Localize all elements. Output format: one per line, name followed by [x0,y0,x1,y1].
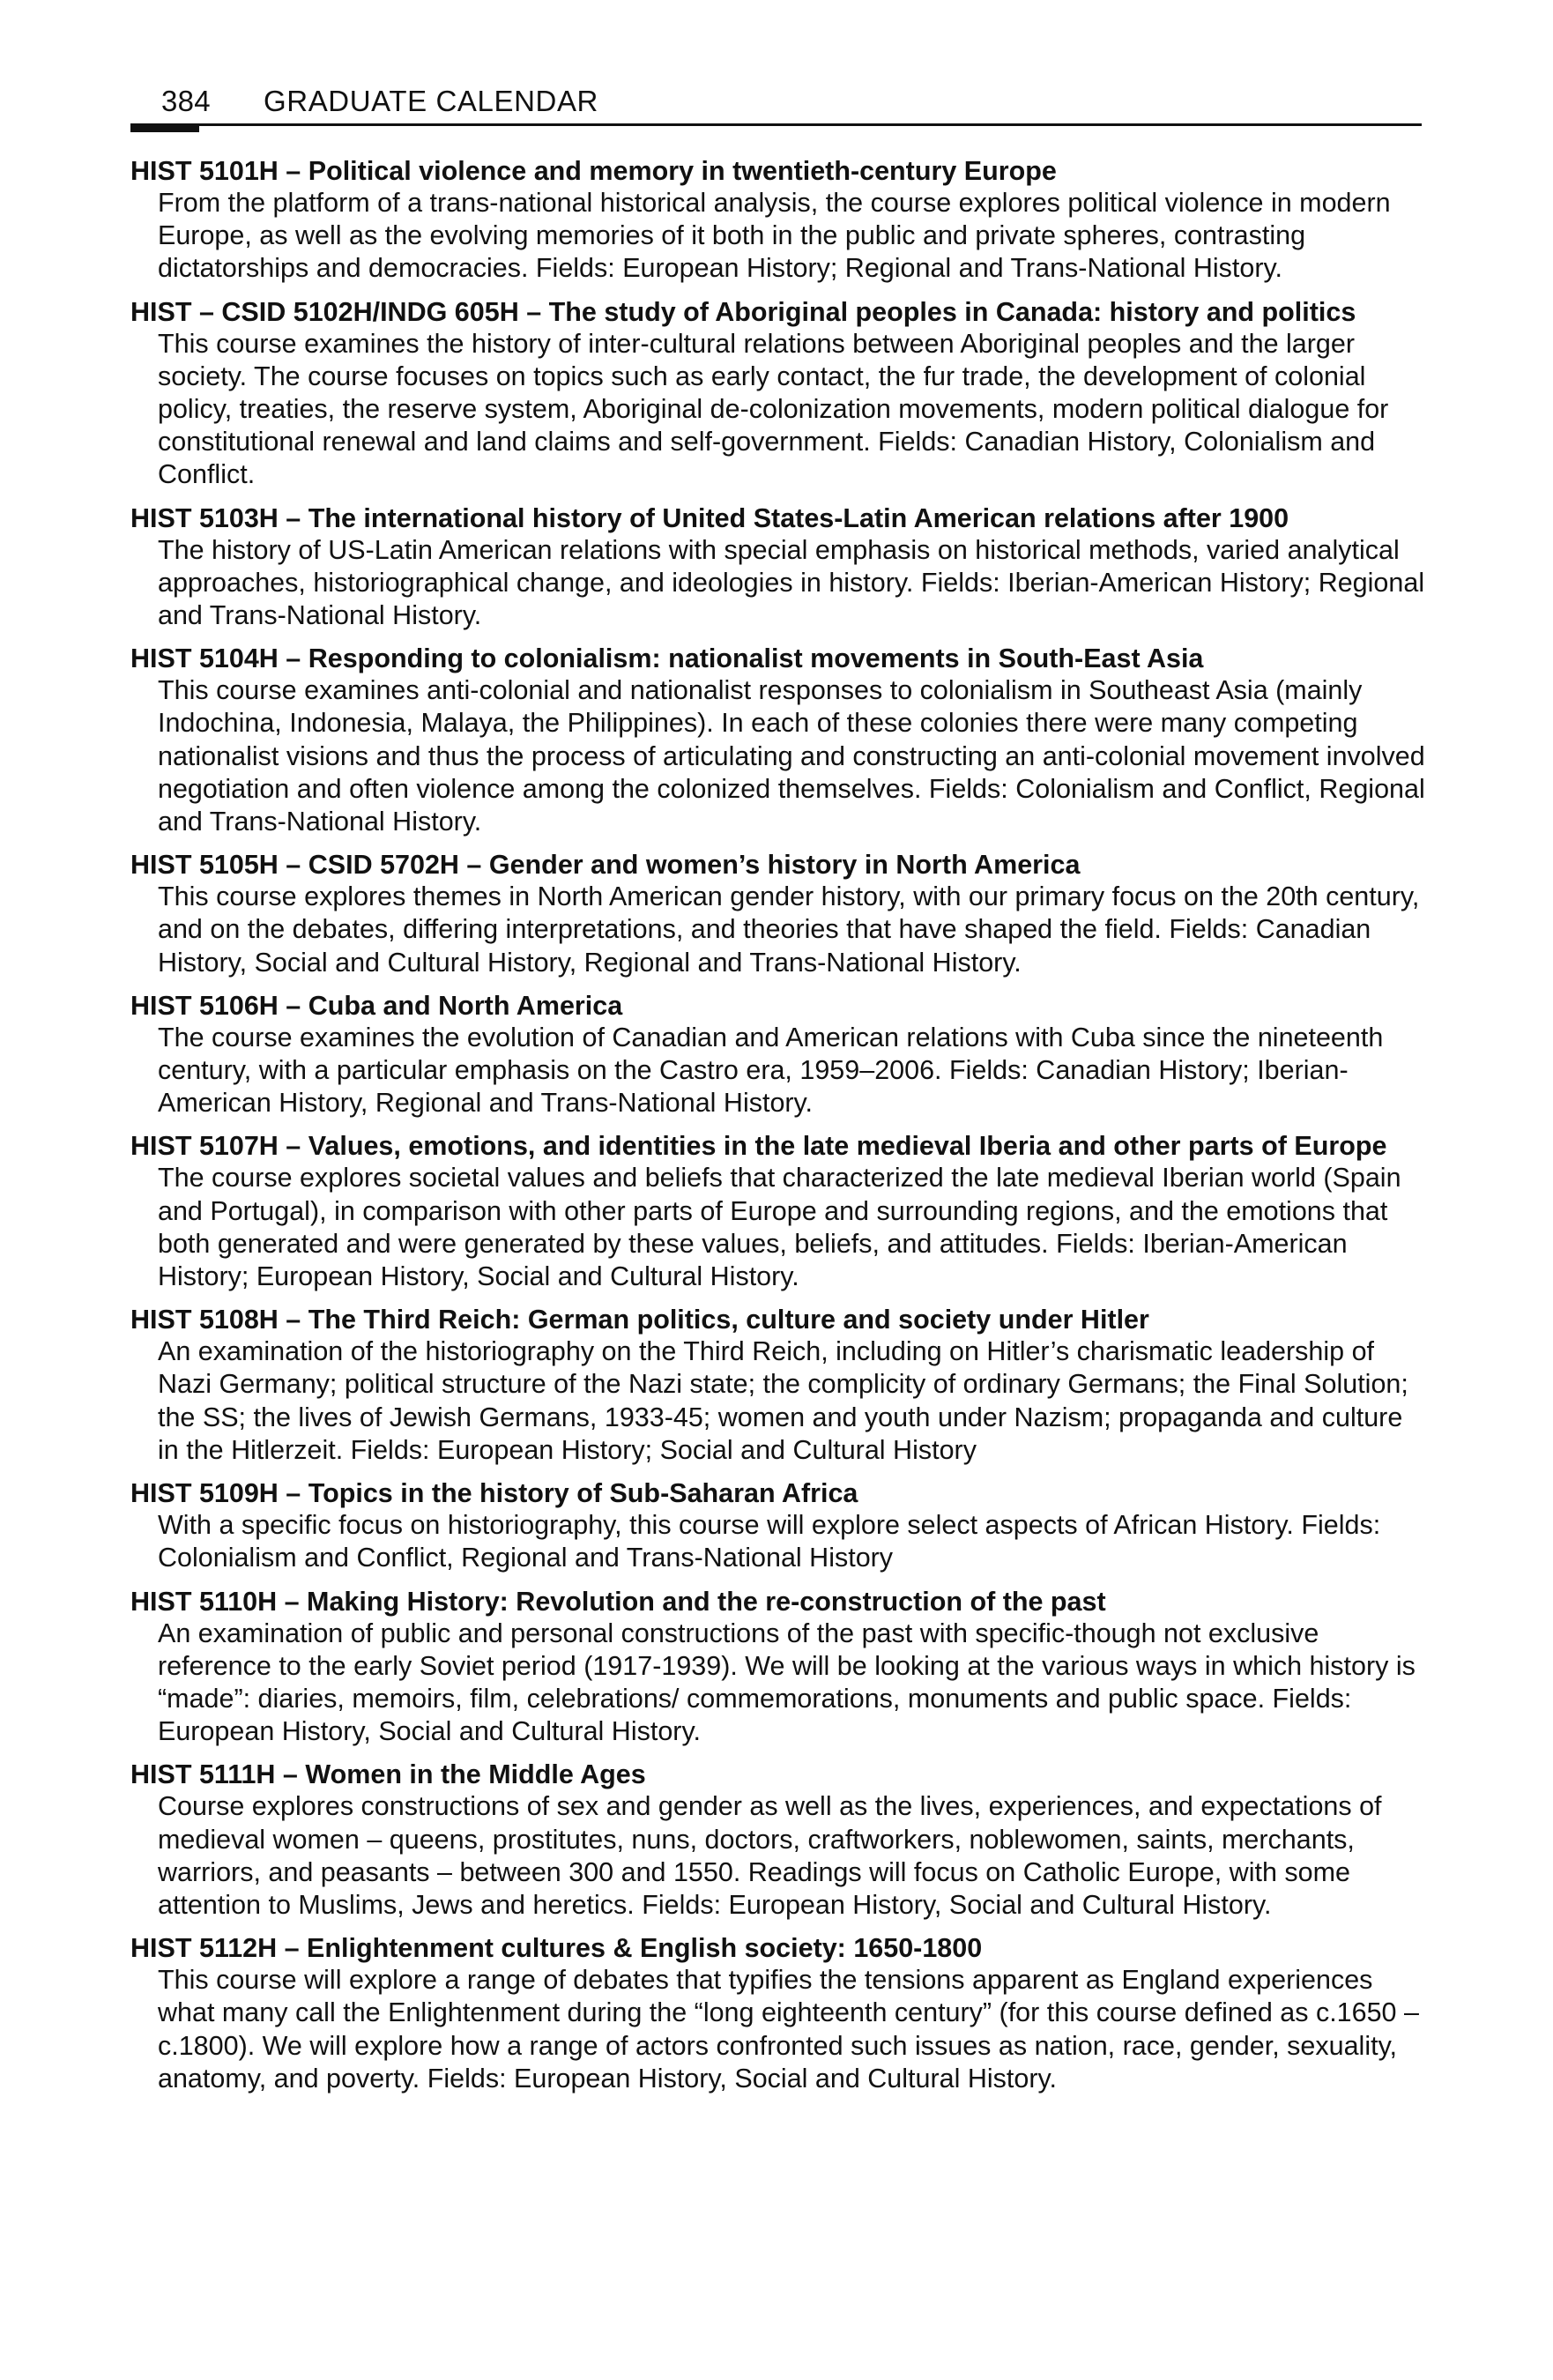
course-title: HIST 5110H – Making History: Revolution and the re-construction of the past [130,1586,1106,1617]
course-description: This course examines the history of inter-cultural relations between Aboriginal peoples and the larger society. The course focuses on topics such as early contact, the fur trade, the development of colonial policy, treaties, the reserve system, Aboriginal de-colonization movements, modern political dialogue for constitutional renewal and land claims and self-government. Fields: Canadian History, Colonialism and Conflict. [158,328,1389,490]
course-title: HIST 5105H – CSID 5702H – Gender and women’s history in North America [130,850,1081,881]
course-entry-hist-5107h [130,1130,1426,1293]
course-description: The course explores societal values and beliefs that characterized the late medieval Iberian world (Spain and Portugal), in comparison with other parts of Europe and surrounding regions, and the emotions that both generated and were generated by these values, beliefs, and attitudes. Fields: Iberian-American History; European History, Social and Cultural History. [158,1163,1401,1292]
course-description: This course examines anti-colonial and nationalist responses to colonialism in Southeast Asia (mainly Indochina, Indonesia, Malaya, the Philippines). In each of these colonies there were many competing nationalist visions and thus the process of articulating and constructing an anti-colonial movement involved negotiation and often violence among the colonized themselves. Fields: Colonialism and Conflict, Regional and Trans-National History. [158,675,1425,837]
running-head: GRADUATE CALENDAR [264,85,598,117]
course-entry-hist-5109h [130,1477,1426,1574]
course-title: HIST – CSID 5102H/INDG 605H – The study of Aboriginal peoples in Canada: history and politics [130,296,1356,327]
course-description: The course examines the evolution of Canadian and American relations with Cuba since the nineteenth century, with a particular emphasis on the Castro era, 1959–2006. Fields: Canadian History; Iberian-American History, Regional and Trans-National History. [158,1022,1384,1119]
page-number: 384 [161,85,211,117]
course-description: With a specific focus on historiography, this course will explore select aspects of African History. Fields: Colonialism and Conflict, Regional and Trans-National History [158,1510,1381,1573]
course-description: An examination of public and personal constructions of the past with specific-though not exclusive reference to the early Soviet period (1917-1939). We will be looking at the various ways in which history is “made”: diaries, memoirs, film, celebrations/ commemorations, monuments and public space. Fields: European History, Social and Cultural History. [158,1618,1416,1747]
course-title: HIST 5104H – Responding to colonialism: nationalist movements in South-East Asia [130,643,1204,674]
course-entry-hist-5110h [130,1586,1426,1749]
course-entry-hist-5101h [130,155,1426,286]
course-title: HIST 5103H – The international history of United States-Latin American relations after 1900 [130,502,1289,533]
course-entry-hist-5103h [130,502,1426,633]
course-entry-hist-5104h [130,643,1426,838]
course-entry-hist-5111h [130,1759,1426,1922]
course-title: HIST 5107H – Values, emotions, and identities in the late medieval Iberia and other parts of Europe [130,1131,1387,1162]
course-title: HIST 5109H – Topics in the history of Sub-Saharan Africa [130,1478,858,1509]
course-description: This course will explore a range of debates that typifies the tensions apparent as England experiences what many call the Enlightenment during the “long eighteenth century” (for this course defined as c.1650 – c.1800). We will explore how a range of actors confronted such issues as nation, race, gender, sexuality, anatomy, and poverty. Fields: European History, Social and Cultural History. [158,1965,1419,2094]
course-entry-hist-5112h [130,1932,1426,2095]
course-entry-hist-5106h [130,990,1426,1120]
course-entry-hist-5105h [130,849,1426,979]
course-entry-hist-5108h [130,1304,1426,1467]
header-rule-accent [130,123,199,132]
course-title: HIST 5112H – Enlightenment cultures & English society: 1650-1800 [130,1933,983,1964]
course-description: The history of US-Latin American relations with special emphasis on historical methods, varied analytical approaches, historiographical change, and ideologies in history. Fields: Iberian-American History; Regional and Trans-National History. [158,534,1425,631]
course-description: An examination of the historiography on the Third Reich, including on Hitler’s charismatic leadership of Nazi Germany; political structure of the Nazi state; the complicity of ordinary Germans; the Final Solution; the SS; the lives of Jewish Germans, 1933-45; women and youth under Nazism; propaganda and culture in the Hitlerzeit. Fields: European History; Social and Cultural History [158,1336,1408,1465]
course-description: This course explores themes in North American gender history, with our primary focus on the 20th century, and on the debates, differing interpretations, and theories that have shaped the field. Fields: Canadian History, Social and Cultural History, Regional and Trans-National History. [158,881,1420,978]
course-title: HIST 5108H – The Third Reich: German politics, culture and society under Hitler [130,1305,1149,1335]
course-entry-hist-5102h [130,296,1426,492]
page-header [130,81,1422,127]
course-title: HIST 5111H – Women in the Middle Ages [130,1759,646,1790]
course-title: HIST 5106H – Cuba and North America [130,990,623,1021]
course-title: HIST 5101H – Political violence and memory in twentieth-century Europe [130,156,1057,186]
header-rule [130,123,1422,126]
course-list [130,155,1426,2106]
course-description: Course explores constructions of sex and gender as well as the lives, experiences, and expectations of medieval women – queens, prostitutes, nuns, doctors, craftworkers, noblewomen, saints, merchants, warriors, and peasants – between 300 and 1550. Readings will focus on Catholic Europe, with some attention to Muslims, Jews and heretics. Fields: European History, Social and Cultural History. [158,1791,1382,1920]
course-description: From the platform of a trans-national historical analysis, the course explores political violence in modern Europe, as well as the evolving memories of it both in the public and private spheres, contrasting dictatorships and democracies. Fields: European History; Regional and Trans-National History. [158,188,1391,284]
